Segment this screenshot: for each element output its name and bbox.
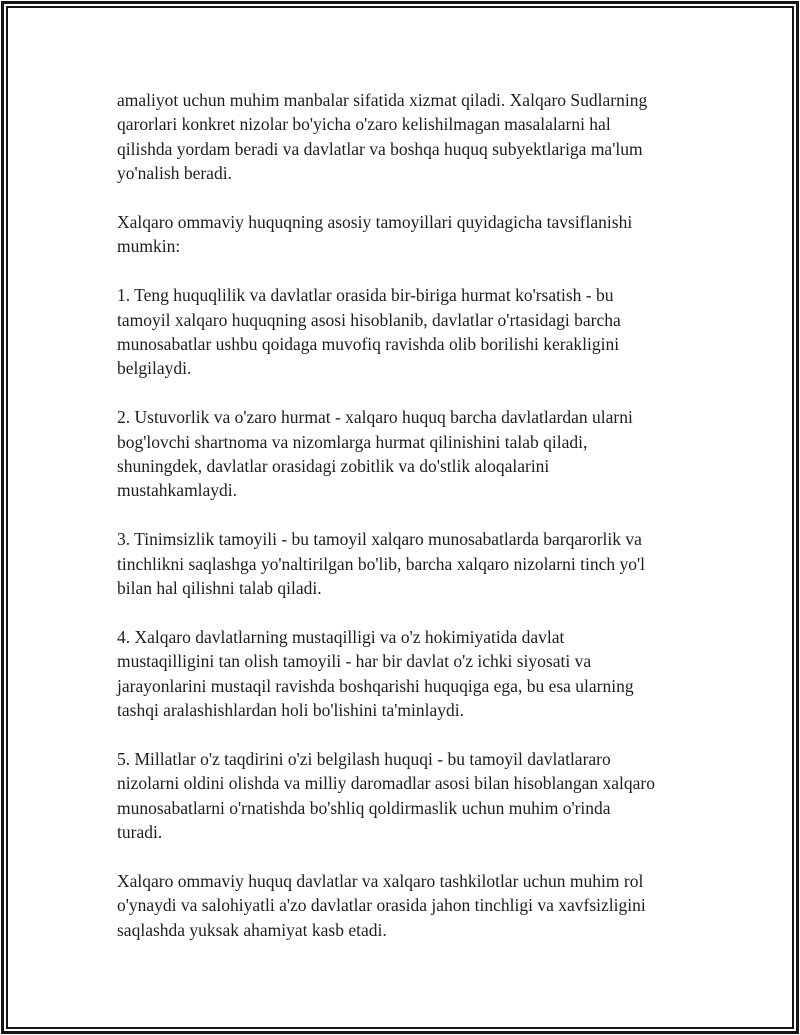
paragraph [117,527,702,600]
paragraph-line: tinchlikni saqlashga yo'naltirilgan bo'lib, barcha xalqaro nizolarni tinch yo'l [117,553,645,574]
paragraph-line: amaliyot uchun muhim manbalar sifatida xizmat qiladi. Xalqaro Sudlarning [117,90,648,110]
paragraph-line: jarayonlarini mustaqil ravishda boshqarishi huquqiga ega, bu esa ularning [117,675,634,696]
page-border-outer [1,1,799,1034]
paragraph-line: 3. Tinimsizlik tamoyili - bu tamoyil xalqaro munosabatlarda barqarorlik va [117,529,642,550]
paragraph-line: Xalqaro ommaviy huquq davlatlar va xalqaro tashkilotlar uchun muhim rol [117,870,644,891]
paragraph-line: tamoyil xalqaro huquqning asosi hisoblanib, davlatlar o'rtasidagi barcha [117,309,621,330]
paragraph-line: munosabatlarni o'rnatishda bo'shliq qoldirmaslik uchun muhim o'rinda [117,797,611,818]
paragraph [117,747,702,845]
paragraph-line: belgilaydi. [117,358,192,379]
paragraph [117,869,702,942]
paragraph-line: nizolarni oldini olishda va milliy daromadlar asosi bilan hisoblangan xalqaro [117,773,656,794]
paragraph-line: turadi. [117,822,163,843]
paragraph-line: yo'nalish beradi. [117,163,232,184]
paragraph-line: qilishda yordam beradi va davlatlar va boshqa huquq subyektlariga ma'lum [117,138,643,159]
paragraph-line: qarorlari konkret nizolar bo'yicha o'zaro kelishilmagan masalalarni hal [117,114,611,135]
paragraph-line: Xalqaro ommaviy huquqning asosiy tamoyillari quyidagicha tavsiflanishi [117,212,633,233]
paragraph-line: mustahkamlaydi. [117,480,238,501]
paragraph-line: 1. Teng huquqlilik va davlatlar orasida bir-biriga hurmat ko'rsatish - bu [117,285,614,306]
paragraph-line: mustaqilligini tan olish tamoyili - har bir davlat o'z ichki siyosati va [117,651,592,672]
paragraph [117,405,702,503]
paragraph [117,210,702,259]
paragraph-line: 2. Ustuvorlik va o'zaro hurmat - xalqaro huquq barcha davlatlardan ularni [117,407,633,428]
paragraph-line: o'ynaydi va salohiyatli a'zo davlatlar orasida jahon tinchligi va xavfsizligini [117,895,646,916]
paragraph [117,625,702,723]
paragraph-line: mumkin: [117,236,181,257]
paragraph [117,283,702,381]
document-body [117,88,702,967]
paragraph-line: 5. Millatlar o'z taqdirini o'zi belgilash huquqi - bu tamoyil davlatlararo [117,748,611,769]
paragraph-line: saqlashda yuksak ahamiyat kasb etadi. [117,919,387,940]
paragraph [117,88,702,186]
page-border-inner [6,6,794,1029]
paragraph-line: bilan hal qilishni talab qiladi. [117,578,322,599]
paragraph-line: tashqi aralashishlardan holi bo'lishini ta'minlaydi. [117,700,465,721]
paragraph-line: bog'lovchi shartnoma va nizomlarga hurmat qilinishini talab qiladi, [117,431,588,452]
paragraph-line: 4. Xalqaro davlatlarning mustaqilligi va o'z hokimiyatida davlat [117,626,565,647]
paragraph-line: munosabatlar ushbu qoidaga muvofiq ravishda olib borilishi kerakligini [117,334,620,355]
paragraph-line: shuningdek, davlatlar orasidagi zobitlik va do'stlik aloqalarini [117,456,550,477]
